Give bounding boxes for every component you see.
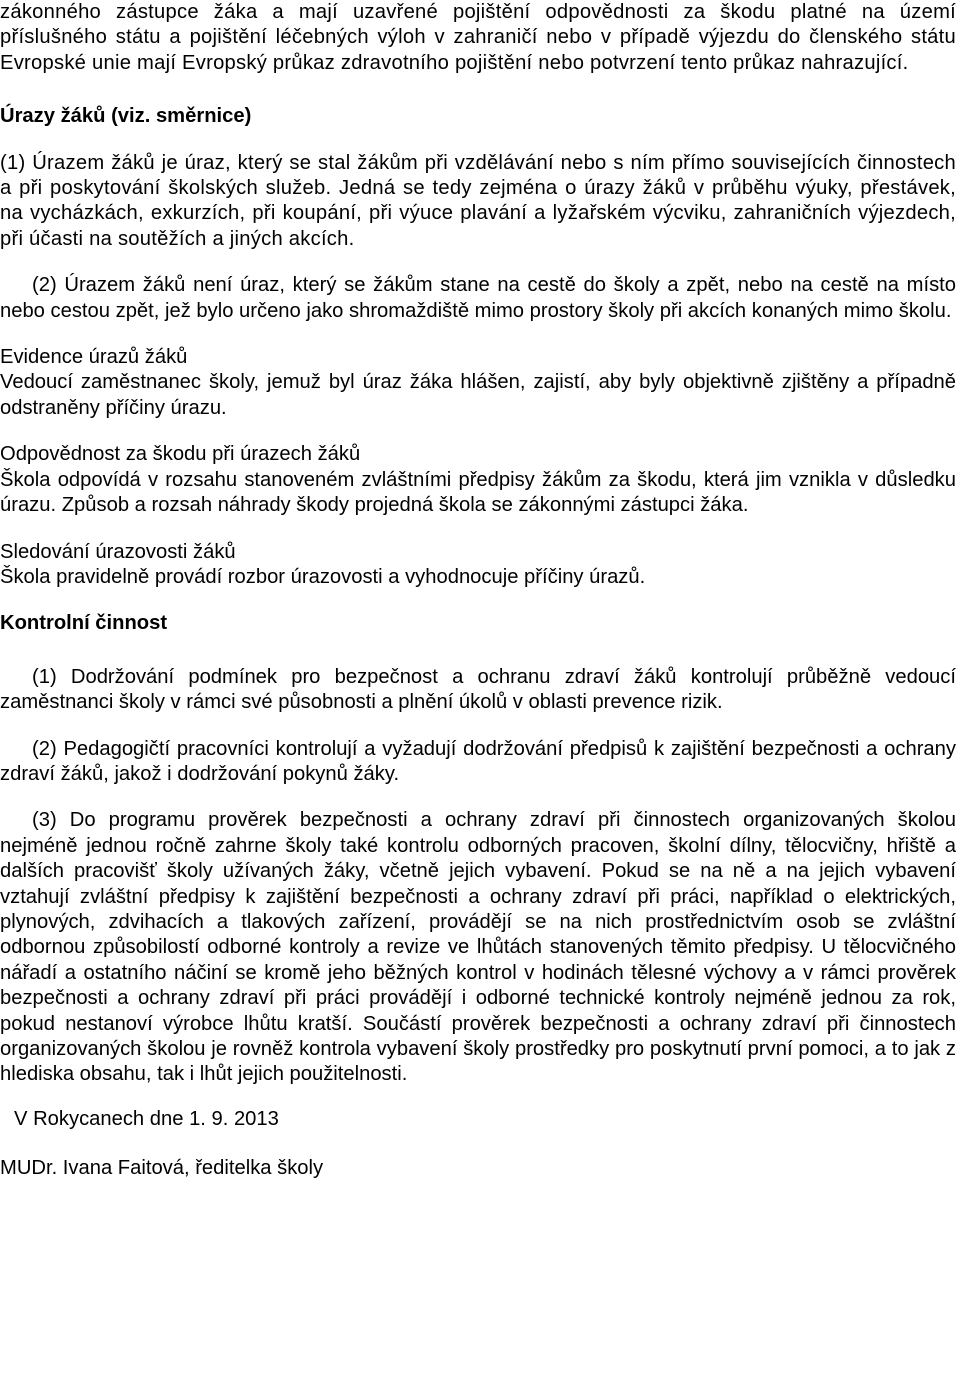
kontrolni-paragraph-1: (1) Dodržování podmínek pro bezpečnost a ochranu zdraví žáků kontrolují průběžně vedoucí zaměstnanci školy v rámci své působnosti a plnění úkolů v oblasti prevence rizik.	[0, 665, 956, 714]
odpovednost-paragraph: Škola odpovídá v rozsahu stanoveném zvláštními předpisy žákům za škodu, která jim vznikla v důsledku úrazu. Způsob a rozsah náhrady škody projedná škola se zákonnými zástupci žáka.	[0, 468, 956, 517]
heading-evidence: Evidence úrazů žáků	[0, 346, 188, 369]
evidence-paragraph: Vedoucí zaměstnanec školy, jemuž byl úraz žáka hlášen, zajistí, aby byly objektivně zjištěny a případně odstraněny příčiny úrazu.	[0, 371, 956, 419]
kontrolni-paragraph-2: (2) Pedagogičtí pracovníci kontrolují a vyžadují dodržování předpisů k zajištění bezpečnosti a ochrany zdraví žáků, jakož i dodržování pokynů žáky.	[0, 737, 956, 785]
heading-sledovani: Sledování úrazovosti žáků	[0, 540, 236, 563]
signature-line: MUDr. Ivana Faitová, ředitelka školy	[0, 1157, 324, 1180]
uraz-paragraph-1: (1) Úrazem žáků je úraz, který se stal žákům při vzdělávání nebo s ním přímo souvisejících činnostech a při poskytování školských služeb. Jedná se tedy zejména o úrazy žáků v průběhu výuky, přestávek, na vycházkách, exkurzích, při koupání, při výuce plavání a lyžařském výcviku, zahraničních výjezdech, při účasti na soutěžích a jiných akcích.	[0, 151, 956, 250]
place-date: V Rokycanech dne 1. 9. 2013	[14, 1107, 279, 1130]
heading-kontrolni: Kontrolní činnost	[0, 612, 168, 635]
heading-odpovednost: Odpovědnost za škodu při úrazech žáků	[0, 443, 361, 466]
kontrolni-paragraph-3: (3) Do programu prověrek bezpečnosti a ochrany zdraví při činnostech organizovaných školou nejméně jednou ročně zahrne školy také kontrolu odborných pracoven, školní dílny, tělocvičny, hřiště a dalších pracovišť školy užívaných žáky, včetně jejich vybavení. Pokud se na ně a na jejich vybavení vztahují zvláštní předpisy k zajištění bezpečnosti a ochrany zdraví při práci, například o elektrických, plynových, zdvihacích a tlakových zařízení, provádějí se na nich prostřednictvím osob se zvláštní odbornou způsobilostí odborné kontroly a revize ve lhůtách stanovených těmito předpisy. U tělocvičného nářadí a ostatního náčiní se kromě jeho běžných kontrol v hodinách tělesné výchovy a v rámci prověrek bezpečnosti a ochrany zdraví při práci provádějí i odborné technické kontroly nejméně jednou za rok, pokud nestanoví výrobce lhůtu kratší. Součástí prověrek bezpečnosti a ochrany zdraví při činnostech organizovaných školou je rovněž kontrola vybavení školy prostředky pro poskytnutí první pomoci, a to jak z hlediska obsahu, tak i lhůt jejich použitelnosti.	[0, 809, 956, 1086]
sledovani-paragraph: Škola pravidelně provádí rozbor úrazovosti a vyhodnocuje příčiny úrazů.	[0, 565, 646, 588]
uraz-paragraph-2: (2) Úrazem žáků není úraz, který se žákům stane na cestě do školy a zpět, nebo na cestě na místo nebo cestou zpět, jež bylo určeno jako shromaždiště mimo prostory školy při akcích konaných mimo školu.	[0, 274, 956, 322]
heading-uraz: Úrazy žáků (viz. směrnice)	[0, 105, 252, 128]
intro-paragraph: zákonného zástupce žáka a mají uzavřené pojištění odpovědnosti za škodu platné na území příslušného státu a pojištění léčebných výloh v zahraničí nebo v případě výjezdu do členského státu Evropské unie mají Evropský průkaz zdravotního pojištění nebo potvrzení tento průkaz nahrazující.	[0, 1, 956, 74]
